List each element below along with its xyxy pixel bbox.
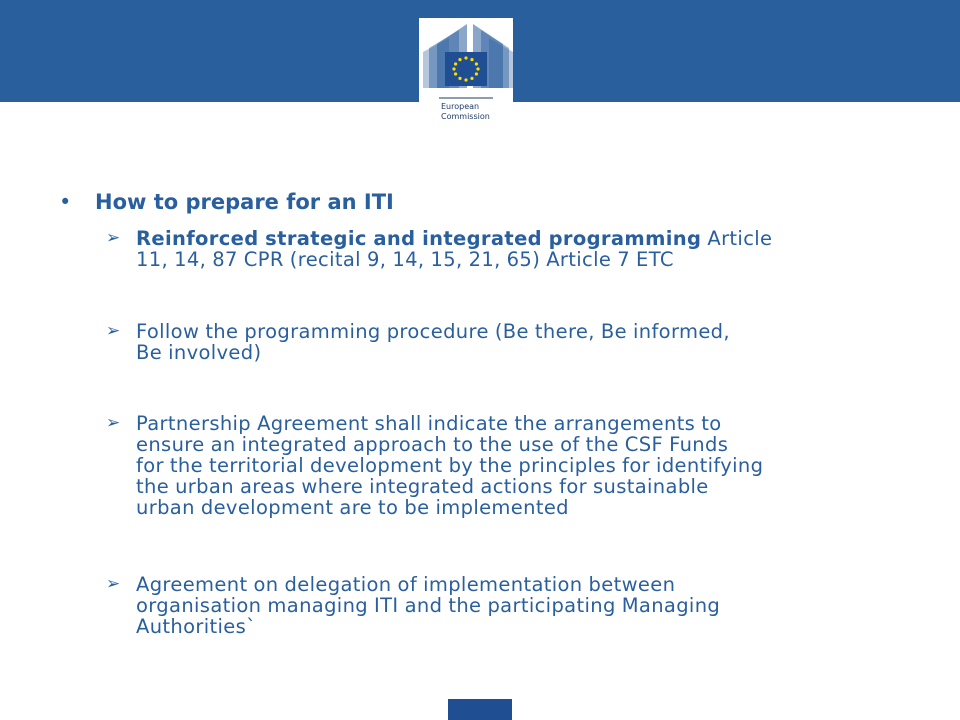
list-item-text: Article [701, 227, 773, 250]
logo-wordmark [441, 102, 490, 122]
arrow-bullet-icon: ➢ [106, 321, 121, 341]
list-item-line: Be involved) [136, 341, 262, 364]
european-commission-logo [419, 18, 513, 134]
footer-tab [448, 699, 512, 720]
list-item-line: 11, 14, 87 CPR (recital 9, 14, 15, 21, 65) Article 7 ETC [136, 248, 674, 271]
list-item-line: Partnership Agreement shall indicate the arrangements to [136, 412, 722, 435]
heading-bullet: • [59, 190, 72, 214]
logo-line-2: Commission [441, 112, 490, 121]
list-item [106, 573, 906, 638]
list-item-line: organisation managing ITI and the participating Managing [136, 594, 721, 617]
logo-line-1: European [441, 102, 480, 111]
list-item [106, 412, 906, 519]
list-item [106, 320, 906, 364]
arrow-bullet-icon: ➢ [106, 228, 121, 248]
list-item [106, 227, 906, 271]
list-item-bold: Reinforced strategic and integrated programming [136, 227, 702, 250]
list-item-line: Agreement on delegation of implementation between [136, 573, 676, 596]
list-item-line: Follow the programming procedure (Be there, Be informed, [136, 320, 730, 343]
arrow-bullet-icon: ➢ [106, 413, 121, 433]
list-item-line: the urban areas where integrated actions for sustainable [136, 475, 709, 498]
list-item-line [136, 228, 906, 249]
list-item-line: ensure an integrated approach to the use of the CSF Funds [136, 433, 729, 456]
slide-heading: How to prepare for an ITI [95, 190, 394, 214]
list-item-line: for the territorial development by the principles for identifying [136, 454, 764, 477]
list-item-line: Authorities` [136, 615, 257, 638]
arrow-bullet-icon: ➢ [106, 574, 121, 594]
list-item-line: urban development are to be implemented [136, 496, 569, 519]
